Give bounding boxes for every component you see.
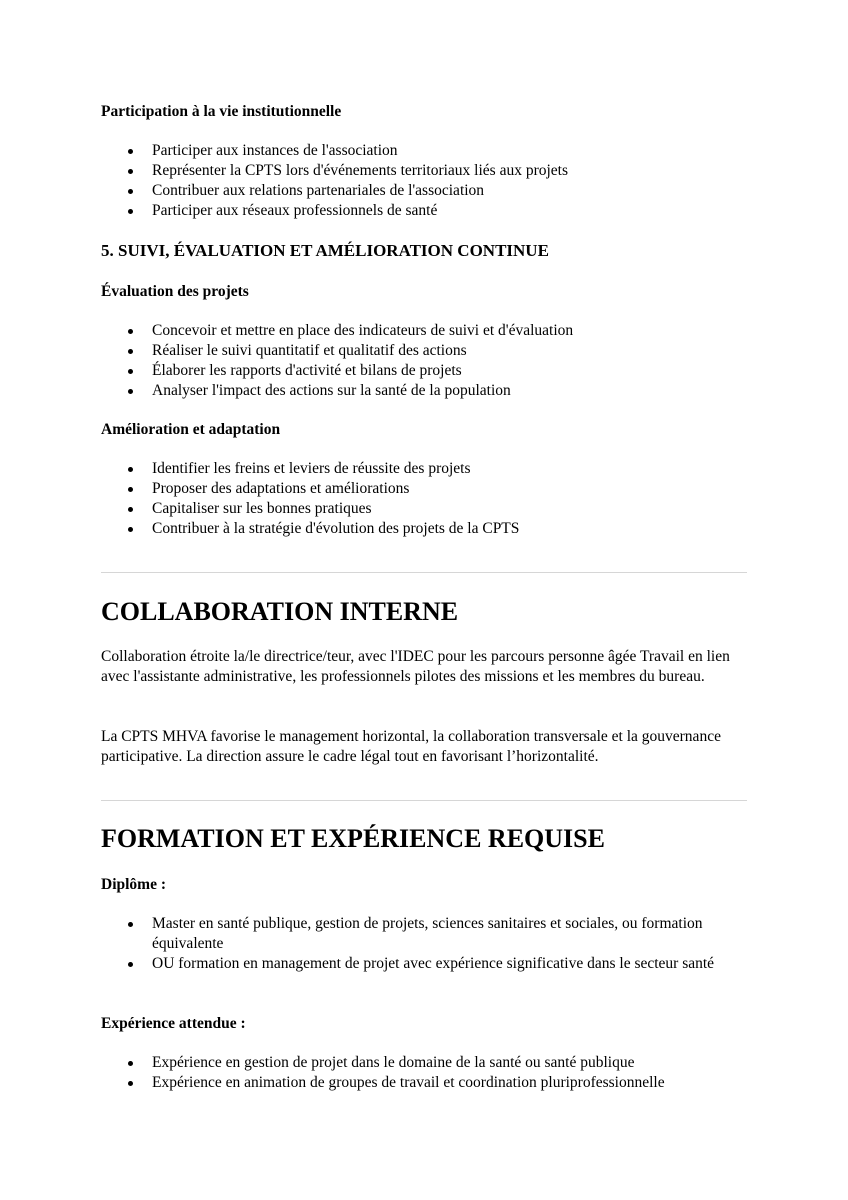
list-item: Concevoir et mettre en place des indicateurs de suivi et d'évaluation (101, 321, 747, 341)
heading-amelioration: Amélioration et adaptation (101, 421, 281, 438)
list-diplome (101, 914, 747, 974)
list-item: Contribuer à la stratégie d'évolution des projets de la CPTS (101, 519, 747, 539)
heading-evaluation: Évaluation des projets (101, 283, 249, 300)
list-item: Contribuer aux relations partenariales de l'association (101, 181, 747, 201)
list-item: Participer aux instances de l'association (101, 141, 747, 161)
paragraph-collaboration-1: Collaboration étroite la/le directrice/teur, avec l'IDEC pour les parcours personne âgée Travail en lien avec l'assistante administrative, les professionnels pilotes des missions et les membres du bureau. (101, 648, 730, 685)
list-item: Proposer des adaptations et améliorations (101, 479, 747, 499)
heading-collaboration: COLLABORATION INTERNE (101, 597, 459, 626)
list-item: Participer aux réseaux professionnels de santé (101, 201, 747, 221)
paragraph-collaboration-2: La CPTS MHVA favorise le management horizontal, la collaboration transversale et la gouvernance participative. La direction assure le cadre légal tout en favorisant l’horizontalité. (101, 728, 721, 765)
heading-experience: Expérience attendue : (101, 1015, 246, 1032)
heading-formation: FORMATION ET EXPÉRIENCE REQUISE (101, 824, 605, 853)
heading-participation: Participation à la vie institutionnelle (101, 103, 342, 120)
list-evaluation (101, 321, 747, 401)
list-item: Analyser l'impact des actions sur la santé de la population (101, 381, 747, 401)
list-item: OU formation en management de projet avec expérience significative dans le secteur santé (101, 954, 747, 974)
list-item: Capitaliser sur les bonnes pratiques (101, 499, 747, 519)
divider (101, 800, 747, 801)
list-item: Élaborer les rapports d'activité et bilans de projets (101, 361, 747, 381)
heading-suivi: 5. SUIVI, ÉVALUATION ET AMÉLIORATION CONTINUE (101, 241, 549, 260)
list-item: Identifier les freins et leviers de réussite des projets (101, 459, 747, 479)
list-amelioration (101, 459, 747, 539)
list-experience (101, 1053, 747, 1093)
heading-diplome: Diplôme : (101, 876, 167, 893)
list-item: Master en santé publique, gestion de projets, sciences sanitaires et sociales, ou formation équivalente (101, 914, 747, 954)
list-participation (101, 141, 747, 221)
list-item: Expérience en animation de groupes de travail et coordination pluriprofessionnelle (101, 1073, 747, 1093)
list-item: Représenter la CPTS lors d'événements territoriaux liés aux projets (101, 161, 747, 181)
list-item: Réaliser le suivi quantitatif et qualitatif des actions (101, 341, 747, 361)
list-item: Expérience en gestion de projet dans le domaine de la santé ou santé publique (101, 1053, 747, 1073)
divider (101, 572, 747, 573)
